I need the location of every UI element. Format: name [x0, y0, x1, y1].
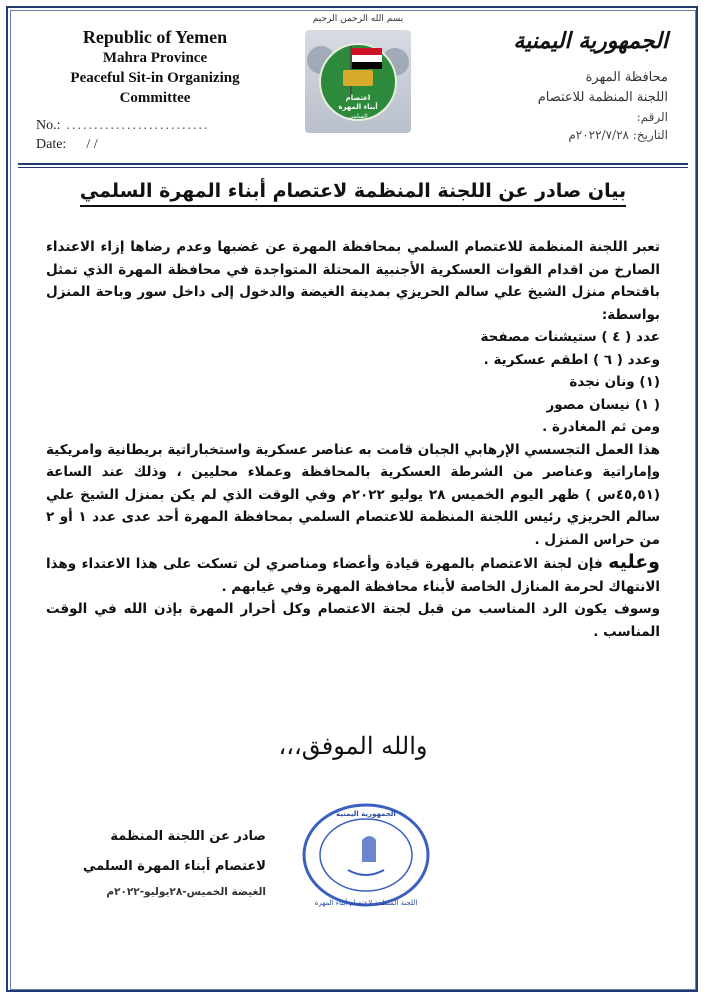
arabic-committee: اللجنة المنظمة للاعتصام	[537, 90, 668, 105]
list-item: وعدد ( ٦ ) اطقم عسكرية .	[483, 351, 660, 368]
closing-phrase: والله الموفق،،،	[278, 732, 428, 760]
ref-number-dots: ..........................	[66, 118, 210, 133]
english-committee-line1: Peaceful Sit-in Organizing	[70, 70, 240, 86]
english-header	[30, 26, 280, 108]
stamp-top-text: الجمهورية اليمنية	[336, 810, 396, 818]
signature-block	[66, 822, 266, 902]
header-divider-thin	[18, 167, 688, 168]
english-country: Republic of Yemen	[82, 27, 228, 47]
signature-line-1: صادر عن اللجنة المنظمة	[110, 829, 266, 844]
arabic-date	[458, 126, 668, 144]
arabic-header	[458, 24, 668, 144]
official-stamp-icon	[300, 800, 432, 910]
ref-date-label: Date:	[36, 137, 67, 152]
arabic-date-label: التاريخ:	[632, 128, 668, 142]
list-item: (١) ونان نجدة	[569, 374, 660, 390]
basmala: بسم الله الرحمن الرحيم	[312, 14, 404, 24]
arabic-country: الجمهورية اليمنية	[513, 28, 668, 54]
ref-date-value: / /	[86, 137, 98, 152]
document-title	[60, 180, 646, 202]
document-body	[46, 236, 660, 643]
logo-caption-3: السلمي	[348, 113, 368, 120]
body-paragraph-1: تعبر اللجنة المنظمة للاعتصام السلمي بمحافظة المهرة عن غضبها وعدم رضاها إزاء الاعتداء الصارخ من اقدام القوات العسكرية الأجنبية المحتلة المتواجدة في محافظة المهرة الذي تمثل باقتحام منزل الشيخ علي سالم الحريزي بمدينة الغيضة والدخول إلى داخل سور وباحة المنزل بواسطة:	[46, 239, 660, 323]
body-paragraph-4: وسوف يكون الرد المناسب من قبل لجنة الاعتصام وكل أحرار المهرة بإذن الله في الوقت المناسب .	[46, 601, 660, 640]
logo-caption-1: اعتصام	[345, 94, 371, 102]
reference-block	[36, 116, 210, 154]
logo-caption-2: أبناء المهرة	[338, 103, 378, 111]
body-paragraph-3-text: فإن لجنة الاعتصام بالمهرة قيادة وأعضاء ومناصري لن تسكت على هذا الاعتداء وهذا الانتهاك لحرمة المنازل الخاصة لأبناء محافظة المهرة وفي غيابهم .	[46, 556, 660, 595]
english-province: Mahra Province	[102, 50, 208, 66]
list-item: ( ١) نيسان مصور	[546, 396, 660, 413]
body-paragraph-3	[46, 551, 660, 598]
document-title-text: بيان صادر عن اللجنة المنظمة لاعتصام أبناء المهرة السلمي	[80, 180, 626, 207]
english-committee-line2: Committee	[119, 90, 191, 106]
signature-line-2: لاعتصام أبناء المهرة السلمي	[83, 859, 266, 874]
header-divider	[18, 163, 688, 165]
list-item: ومن ثم المغادرة .	[542, 419, 660, 435]
stamp-bottom-text: اللجنة المنظمة لاعتصام أبناء المهرة	[314, 899, 418, 907]
arabic-date-value: ٢٠٢٢/٧/٢٨م	[568, 128, 629, 142]
signature-date: الغيضة الخميس-٢٨يوليو-٢٠٢٢م	[106, 886, 266, 898]
sit-in-logo-icon	[303, 20, 413, 135]
paragraph-lead-word: وعليه	[608, 551, 660, 573]
arabic-number-label: الرقم:	[636, 110, 668, 124]
arabic-province: محافظة المهرة	[585, 70, 668, 85]
ref-number-label: No.:	[36, 118, 61, 133]
list-item: عدد ( ٤ ) ستيشنات مصفحة	[480, 329, 660, 345]
body-paragraph-2: هذا العمل التجسسي الإرهابي الجبان قامت به عناصر عسكرية واستخباراتية بريطانية وامريكية وإماراتية وعناصر من الشرطة العسكرية بالمحافظة وعملاء محليين ، وذلك عند الساعة (٤٥,٥١س ) ظهر اليوم الخميس ٢٨ يوليو ٢٠٢٢م وفي الوقت الذي لم يكن بمنزل الشيخ علي سالم الحريزي رئيس اللجنة المنظمة للاعتصام السلمي بمحافظة المهرة أحد عدى عدد ١ أو ٢ من حراس المنزل .	[46, 441, 661, 548]
